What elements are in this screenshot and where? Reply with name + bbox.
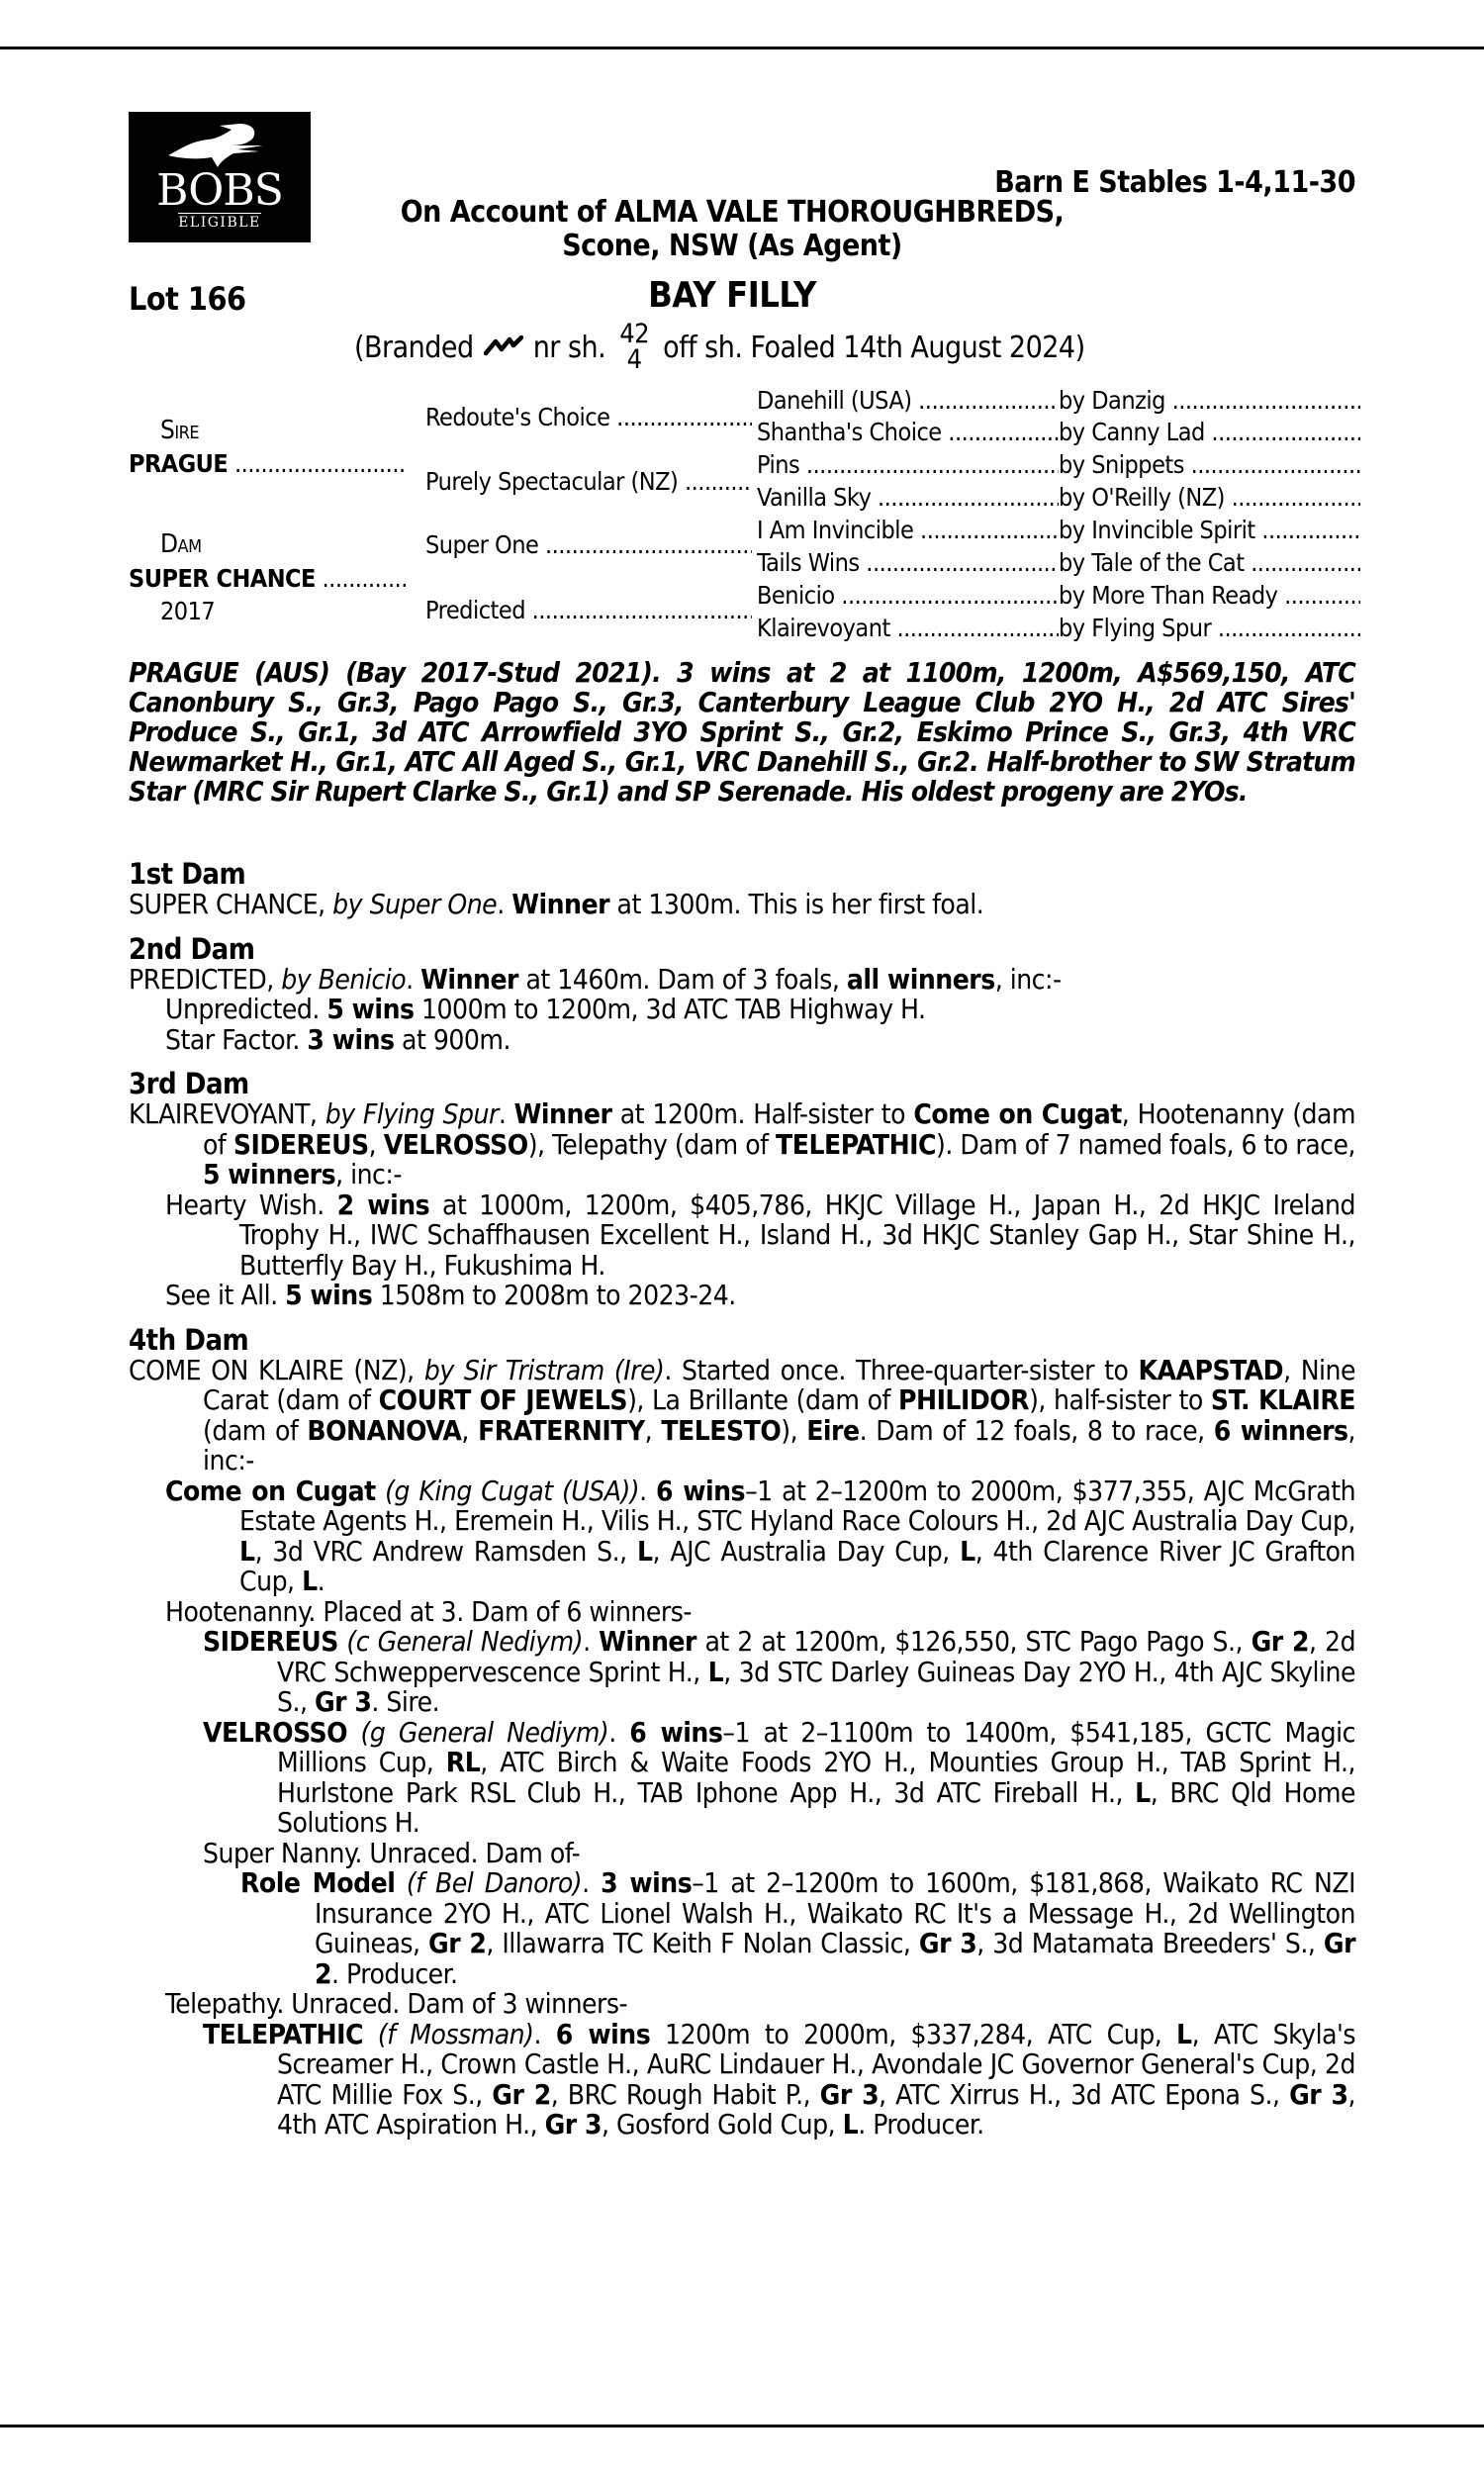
bottom-rule	[0, 2425, 1484, 2427]
third-dam-text: KLAIREVOYANT, by Flying Spur. Winner at 1200m. Half-sister to Come on Cugat, Hootenanny (dam of SIDEREUS, VELROSSO), Telepathy (dam of TELEPATHIC). Dam of 7 named foals, 6 to race, 5 winners, inc:-	[129, 1097, 1356, 1190]
progeny-entry: Unpredicted. 5 wins 1000m to 1200m, 3d ATC TAB Highway H.	[165, 993, 926, 1025]
progeny-entry: Star Factor. 3 wins at 900m.	[165, 1022, 510, 1056]
pedigree-gen4: by Canny Lad .....	[1059, 418, 1360, 446]
progeny-entry-sidereus: SIDEREUS (c General Nediym). Winner at 2 at 1200m, $126,550, STC Pago Pago S., Gr 2, 2d VRC Schweppervescence Sprint H., L, 3d STC Darley Guineas Day 2YO H., 4th AJC Skyline S., Gr 3. Sire.	[203, 1625, 1356, 1718]
progeny-entry-hootenanny: Hootenanny. Placed at 3. Dam of 6 winners-	[165, 1594, 692, 1628]
lot-number: Lot 166	[129, 280, 246, 318]
progeny-entry-super-nanny: Super Nanny. Unraced. Dam of-	[203, 1836, 581, 1869]
first-dam-text: SUPER CHANCE, by Super One. Winner at 1300m. This is her first foal.	[129, 888, 984, 920]
third-dam-section	[129, 1069, 1355, 1311]
pedigree-table	[129, 386, 1355, 645]
pedigree-gen3: Klairevoyant .....	[757, 614, 1059, 642]
pedigree-gen2: Redoute's Choice .....	[425, 403, 752, 431]
dam-sections	[129, 859, 1355, 2141]
pedigree-gen3: I Am Invincible .....	[757, 516, 1059, 544]
dam-name: SUPER CHANCE .....	[129, 564, 406, 593]
pedigree-gen3: Vanilla Sky .....	[757, 483, 1059, 512]
second-dam-heading: 2nd Dam	[129, 931, 255, 966]
vendor-line-1: On Account of ALMA VALE THOROUGHBREDS,	[400, 195, 1065, 230]
brand-near-side: nr sh.	[532, 330, 606, 365]
pedigree-gen3: Pins .....	[757, 450, 1059, 479]
top-rule	[0, 47, 1484, 49]
pedigree-gen4: by O'Reilly (NZ) .....	[1059, 483, 1360, 512]
barn-location: Barn E Stables 1-4,11-30	[994, 165, 1355, 200]
brand-fraction	[619, 319, 650, 375]
pedigree-gen4: by Danzig .....	[1059, 386, 1360, 415]
progeny-entry-come-on-cugat: Come on Cugat (g King Cugat (USA)). 6 wins–1 at 2–1200m to 2000m, $377,355, AJC McGrath Estate Agents H., Eremein H., Vilis H., STC Hyland Race Colours H., 2d AJC Australia Day Cup, L, 3d VRC Andrew Ramsden S., L, AJC Australia Day Cup, L, 4th Clarence River JC Grafton Cup, L.	[165, 1474, 1356, 1597]
pedigree-gen2: Predicted .....	[425, 596, 752, 624]
first-dam-heading: 1st Dam	[129, 857, 246, 891]
second-dam-section	[129, 931, 1355, 1056]
bobs-eligible-logo	[129, 112, 311, 242]
pedigree-gen3: Shantha's Choice .....	[757, 418, 1059, 446]
progeny-entry-telepathic: TELEPATHIC (f Mossman). 6 wins 1200m to 2000m, $337,284, ATC Cup, L, ATC Skyla's Screamer H., Crown Castle H., AuRC Lindauer H., Avondale JC Governor General's Cup, 2d ATC Millie Fox S., Gr 2, BRC Rough Habit P., Gr 3, ATC Xirrus H., 3d ATC Epona S., Gr 3, 4th ATC Aspiration H., Gr 3, Gosford Gold Cup, L. Producer.	[203, 2017, 1356, 2141]
pedigree-gen3: Tails Wins .....	[757, 548, 1059, 577]
fourth-dam-heading: 4th Dam	[129, 1322, 249, 1357]
brand-prefix: (Branded	[354, 330, 474, 365]
pedigree-gen3: Danehill (USA) .....	[757, 386, 1059, 415]
logo-text: BOBS	[156, 165, 283, 216]
vendor-line-2: Scone, NSW (As Agent)	[562, 229, 902, 263]
fourth-dam-section	[129, 1322, 1356, 2141]
progeny-entry-telepathy: Telepathy. Unraced. Dam of 3 winners-	[165, 1987, 628, 2020]
pedigree-gen4: by Snippets .....	[1059, 450, 1360, 479]
sire-name: PRAGUE .....	[129, 449, 406, 478]
pedigree-gen4: by Flying Spur .....	[1059, 614, 1360, 642]
brand-fraction-bottom: 4	[626, 344, 642, 375]
first-dam-section	[129, 859, 1355, 920]
progeny-entry-velrosso: VELROSSO (g General Nediym). 6 wins–1 at 2–1100m to 1400m, $541,185, GCTC Magic Millions Cup, RL, ATC Birch & Waite Foods 2YO H., Mounties Group H., TAB Sprint H., Hurlstone Park RSL Club H., TAB Iphone App H., 3d ATC Fireball H., L, BRC Qld Home Solutions H.	[203, 1715, 1356, 1839]
sire-label: Sire	[160, 416, 200, 445]
progeny-entry: See it All. 5 wins 1508m to 2008m to 2023-24.	[165, 1279, 736, 1311]
brand-fraction-top: 42	[619, 319, 650, 349]
pedigree-gen4: by Invincible Spirit .....	[1059, 516, 1360, 544]
brand-line	[354, 319, 1085, 375]
brand-mark-icon	[484, 331, 523, 365]
sire-description: PRAGUE (AUS) (Bay 2017-Stud 2021). 3 wins at 2 at 1100m, 1200m, A$569,150, ATC Canonbury S., Gr.3, Pago Pago S., Gr.3, Canterbury League Club 2YO H., 2d ATC Sires' Produce S., Gr.1, 3d ATC Arrowfield 3YO Sprint S., Gr.2, Eskimo Prince S., Gr.3, 4th VRC Newmarket H., Gr.1, ATC All Aged S., Gr.1, VRC Danehill S., Gr.2. Half-brother to SW Stratum Star (MRC Sir Rupert Clarke S., Gr.1) and SP Serenade. His oldest progeny are 2YOs.	[129, 656, 1355, 808]
pedigree-gen4: by More Than Ready .....	[1059, 581, 1360, 610]
fourth-dam-text: COME ON KLAIRE (NZ), by Sir Tristram (Ire). Started once. Three-quarter-sister to KAAPSTAD, Nine Carat (dam of COURT OF JEWELS), La Brillante (dam of PHILIDOR), half-sister to ST. KLAIRE (dam of BONANOVA, FRATERNITY, TELESTO), Eire. Dam of 12 foals, 8 to race, 6 winners, inc:-	[129, 1353, 1356, 1476]
horse-title: BAY FILLY	[648, 275, 816, 316]
horse-head-logo-icon	[160, 120, 279, 171]
logo-subtext: ELIGIBLE	[178, 215, 261, 231]
progeny-entry: Hearty Wish. 2 wins at 1000m, 1200m, $405,786, HKJC Village H., Japan H., 2d HKJC Ireland Trophy H., IWC Schaffhausen Excellent H., Island H., 3d HKJC Stanley Gap H., Star Shine H., Butterfly Bay H., Fukushima H.	[165, 1188, 1356, 1282]
pedigree-gen4: by Tale of the Cat .....	[1059, 548, 1360, 577]
dam-label: Dam	[160, 529, 202, 559]
vendor	[356, 196, 1108, 263]
pedigree-gen3: Benicio .....	[757, 581, 1059, 610]
brand-suffix: off sh. Foaled 14th August 2024)	[663, 330, 1085, 365]
third-dam-heading: 3rd Dam	[129, 1067, 249, 1100]
second-dam-text: PREDICTED, by Benicio. Winner at 1460m. Dam of 3 foals, all winners, inc:-	[129, 962, 1062, 996]
pedigree-gen2: Purely Spectacular (NZ) .....	[425, 467, 752, 496]
pedigree-gen2: Super One .....	[425, 530, 752, 559]
progeny-entry-role-model: Role Model (f Bel Danoro). 3 wins–1 at 2–1200m to 1600m, $181,868, Waikato RC NZI Insurance 2YO H., ATC Lionel Walsh H., Waikato RC It's a Message H., 2d Wellington Guineas, Gr 2, Illawarra TC Keith F Nolan Classic, Gr 3, 3d Matamata Breeders' S., Gr 2. Producer.	[240, 1866, 1356, 1990]
dam-foaled-year: 2017	[160, 597, 216, 625]
